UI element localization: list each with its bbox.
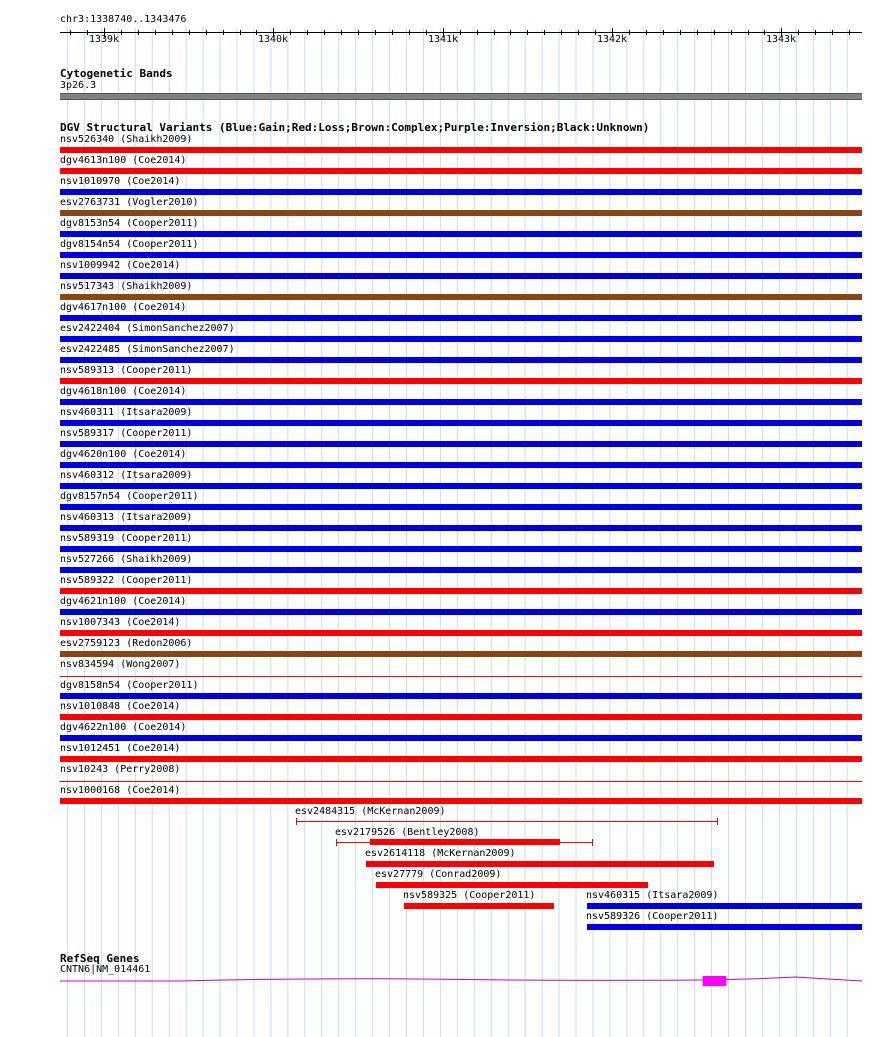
gene-intron-line[interactable] bbox=[60, 977, 862, 981]
dgv-variant-bar[interactable] bbox=[60, 252, 862, 258]
refseq-gene-model[interactable] bbox=[0, 970, 890, 1000]
dgv-variant-label[interactable]: nsv1000168 (Coe2014) bbox=[60, 785, 181, 796]
dgv-variant-label[interactable]: dgv4617n100 (Coe2014) bbox=[60, 302, 187, 313]
ruler-minor-tick bbox=[138, 30, 139, 35]
dgv-variant-bar[interactable] bbox=[60, 441, 862, 447]
ruler-minor-tick bbox=[155, 30, 156, 35]
ruler-minor-tick bbox=[697, 30, 698, 35]
ruler-minor-tick bbox=[764, 30, 765, 35]
dgv-variant-label[interactable]: nsv460312 (Itsara2009) bbox=[60, 470, 193, 481]
ruler-tick-label: 1343k bbox=[765, 34, 797, 45]
ruler-minor-tick bbox=[748, 30, 749, 35]
ruler-minor-tick bbox=[426, 30, 427, 35]
dgv-variant-label[interactable]: nsv589313 (Cooper2011) bbox=[60, 365, 193, 376]
dgv-variant-label[interactable]: esv2422404 (SimonSanchez2007) bbox=[60, 323, 235, 334]
ruler-minor-tick bbox=[87, 30, 88, 35]
ruler-minor-tick bbox=[189, 30, 190, 35]
dgv-variant-label[interactable]: nsv460311 (Itsara2009) bbox=[60, 407, 193, 418]
dgv-variant-bar[interactable] bbox=[587, 903, 862, 909]
dgv-variant-label[interactable]: nsv517343 (Shaikh2009) bbox=[60, 281, 193, 292]
ruler-minor-tick bbox=[544, 30, 545, 35]
dgv-variant-label[interactable]: nsv589325 (Cooper2011) bbox=[403, 890, 536, 901]
dgv-variant-bar[interactable] bbox=[60, 357, 862, 363]
dgv-variant-label[interactable]: nsv1007343 (Coe2014) bbox=[60, 617, 181, 628]
dgv-variant-label[interactable]: nsv1010848 (Coe2014) bbox=[60, 701, 181, 712]
dgv-variant-label[interactable]: dgv4613n100 (Coe2014) bbox=[60, 155, 187, 166]
dgv-variant-bar[interactable] bbox=[60, 693, 862, 699]
dgv-variant-bar[interactable] bbox=[366, 861, 714, 867]
dgv-variant-label[interactable]: dgv4622n100 (Coe2014) bbox=[60, 722, 187, 733]
ruler-minor-tick bbox=[172, 30, 173, 35]
dgv-variant-label[interactable]: esv2484315 (McKernan2009) bbox=[295, 806, 446, 817]
dgv-variant-bar[interactable] bbox=[60, 676, 862, 677]
dgv-variant-label[interactable]: nsv526340 (Shaikh2009) bbox=[60, 134, 193, 145]
dgv-variant-bar[interactable] bbox=[587, 924, 862, 930]
dgv-variant-label[interactable]: nsv460315 (Itsara2009) bbox=[586, 890, 719, 901]
dgv-variant-label[interactable]: esv2422485 (SimonSanchez2007) bbox=[60, 344, 235, 355]
cytoband-track-title[interactable]: Cytogenetic Bands bbox=[60, 67, 173, 80]
dgv-variant-bar[interactable] bbox=[376, 882, 648, 888]
dgv-variant-bar[interactable] bbox=[60, 781, 862, 782]
dgv-variant-bar[interactable] bbox=[60, 588, 862, 594]
dgv-variant-bar[interactable] bbox=[60, 756, 862, 762]
dgv-variant-bar[interactable] bbox=[370, 839, 560, 845]
dgv-variant-label[interactable]: nsv834594 (Wong2007) bbox=[60, 659, 181, 670]
dgv-track-title[interactable]: DGV Structural Variants (Blue:Gain;Red:Loss;Brown:Complex;Purple:Inversion;Black:Unknown) bbox=[60, 121, 650, 134]
dgv-variant-label[interactable]: dgv4618n100 (Coe2014) bbox=[60, 386, 187, 397]
ruler-minor-tick bbox=[358, 30, 359, 35]
gene-exon[interactable] bbox=[703, 976, 727, 986]
dgv-variant-end-cap bbox=[296, 818, 297, 825]
dgv-variant-label[interactable]: nsv1010970 (Coe2014) bbox=[60, 176, 181, 187]
ruler-minor-tick bbox=[256, 30, 257, 35]
dgv-variant-label[interactable]: nsv589319 (Cooper2011) bbox=[60, 533, 193, 544]
ruler-minor-tick bbox=[578, 30, 579, 35]
dgv-variant-label[interactable]: dgv8158n54 (Cooper2011) bbox=[60, 680, 199, 691]
dgv-variant-label[interactable]: esv2179526 (Bentley2008) bbox=[335, 827, 480, 838]
dgv-variant-bar[interactable] bbox=[60, 336, 862, 342]
ruler-minor-tick bbox=[290, 30, 291, 35]
ruler-minor-tick bbox=[240, 30, 241, 35]
ruler-minor-tick bbox=[392, 30, 393, 35]
ruler-minor-tick bbox=[375, 30, 376, 35]
dgv-variant-bar[interactable] bbox=[60, 315, 862, 321]
dgv-variant-bar[interactable] bbox=[404, 903, 554, 909]
dgv-variant-bar[interactable] bbox=[60, 735, 862, 741]
ruler-minor-tick bbox=[324, 30, 325, 35]
dgv-variant-bar[interactable] bbox=[60, 609, 862, 615]
ruler-minor-tick bbox=[832, 30, 833, 35]
dgv-variant-label[interactable]: dgv8153n54 (Cooper2011) bbox=[60, 218, 199, 229]
dgv-variant-label[interactable]: nsv589322 (Cooper2011) bbox=[60, 575, 193, 586]
ruler-minor-tick bbox=[223, 30, 224, 35]
cytoband-label: 3p26.3 bbox=[60, 80, 97, 91]
ruler-region-label: chr3:1338740..1343476 bbox=[60, 14, 187, 25]
dgv-variant-label[interactable]: nsv1009942 (Coe2014) bbox=[60, 260, 181, 271]
dgv-variant-label[interactable]: esv2614118 (McKernan2009) bbox=[365, 848, 516, 859]
ruler-minor-tick bbox=[849, 30, 850, 35]
dgv-variant-bar[interactable] bbox=[60, 462, 862, 468]
dgv-variant-bar[interactable] bbox=[60, 714, 862, 720]
dgv-variant-label[interactable]: dgv8157n54 (Cooper2011) bbox=[60, 491, 199, 502]
dgv-variant-label[interactable]: dgv8154n54 (Cooper2011) bbox=[60, 239, 199, 250]
ruler-minor-tick bbox=[121, 30, 122, 35]
dgv-variant-end-cap bbox=[336, 839, 337, 846]
dgv-variant-bar[interactable] bbox=[60, 546, 862, 552]
ruler-minor-tick bbox=[70, 30, 71, 35]
ruler-minor-tick bbox=[409, 30, 410, 35]
ruler-tick-label: 1342k bbox=[596, 34, 628, 45]
dgv-variant-label[interactable]: nsv460313 (Itsara2009) bbox=[60, 512, 193, 523]
ruler-tick-label: 1340k bbox=[257, 34, 289, 45]
dgv-variant-label[interactable]: nsv527266 (Shaikh2009) bbox=[60, 554, 193, 565]
dgv-variant-bar[interactable] bbox=[60, 504, 862, 510]
dgv-variant-bar[interactable] bbox=[60, 231, 862, 237]
ruler-minor-tick bbox=[561, 30, 562, 35]
ruler-minor-tick bbox=[510, 30, 511, 35]
ruler-minor-tick bbox=[731, 30, 732, 35]
dgv-variant-line[interactable] bbox=[296, 821, 717, 822]
dgv-variant-label[interactable]: esv2759123 (Redon2006) bbox=[60, 638, 193, 649]
dgv-variant-bar[interactable] bbox=[60, 420, 862, 426]
dgv-variant-label[interactable]: esv2763731 (Vogler2010) bbox=[60, 197, 199, 208]
ruler-minor-tick bbox=[663, 30, 664, 35]
dgv-variant-label[interactable]: dgv4621n100 (Coe2014) bbox=[60, 596, 187, 607]
ruler-axis-line bbox=[60, 32, 862, 33]
dgv-variant-bar[interactable] bbox=[60, 798, 862, 804]
dgv-variant-bar[interactable] bbox=[60, 378, 862, 384]
ruler-minor-tick bbox=[680, 30, 681, 35]
ruler-minor-tick bbox=[714, 30, 715, 35]
dgv-variant-label[interactable]: dgv4620n100 (Coe2014) bbox=[60, 449, 187, 460]
ruler-tick-label: 1341k bbox=[427, 34, 459, 45]
cytoband-bar[interactable] bbox=[60, 93, 862, 100]
ruler-minor-tick bbox=[798, 30, 799, 35]
dgv-variant-bar[interactable] bbox=[60, 651, 862, 657]
dgv-variant-bar[interactable] bbox=[60, 147, 862, 153]
dgv-variant-bar[interactable] bbox=[60, 399, 862, 405]
dgv-variant-bar[interactable] bbox=[60, 210, 862, 216]
dgv-variant-label[interactable]: nsv589326 (Cooper2011) bbox=[586, 911, 719, 922]
ruler-minor-tick bbox=[629, 30, 630, 35]
ruler-minor-tick bbox=[595, 30, 596, 35]
dgv-variant-bar[interactable] bbox=[60, 525, 862, 531]
refseq-track-title[interactable]: RefSeq Genes bbox=[60, 952, 140, 965]
dgv-variant-bar[interactable] bbox=[60, 273, 862, 279]
ruler-minor-tick bbox=[460, 30, 461, 35]
ruler-minor-tick bbox=[477, 30, 478, 35]
dgv-variant-bar[interactable] bbox=[60, 483, 862, 489]
refseq-gene-label[interactable]: CNTN6|NM_014461 bbox=[60, 964, 151, 975]
ruler-minor-tick bbox=[206, 30, 207, 35]
dgv-variant-bar[interactable] bbox=[60, 168, 862, 174]
dgv-variant-label[interactable]: nsv589317 (Cooper2011) bbox=[60, 428, 193, 439]
ruler-minor-tick bbox=[341, 30, 342, 35]
ruler-tick-label: 1339k bbox=[88, 34, 120, 45]
dgv-variant-bar[interactable] bbox=[60, 630, 862, 636]
dgv-variant-bar[interactable] bbox=[60, 189, 862, 195]
dgv-variant-label[interactable]: esv27779 (Conrad2009) bbox=[375, 869, 502, 880]
dgv-variant-bar[interactable] bbox=[60, 567, 862, 573]
ruler-minor-tick bbox=[646, 30, 647, 35]
ruler-minor-tick bbox=[815, 30, 816, 35]
dgv-variant-label[interactable]: nsv1012451 (Coe2014) bbox=[60, 743, 181, 754]
dgv-variant-end-cap bbox=[717, 818, 718, 825]
dgv-variant-end-cap bbox=[592, 839, 593, 846]
ruler-minor-tick bbox=[307, 30, 308, 35]
ruler-minor-tick bbox=[494, 30, 495, 35]
ruler-minor-tick bbox=[527, 30, 528, 35]
dgv-variant-label[interactable]: nsv10243 (Perry2008) bbox=[60, 764, 181, 775]
dgv-variant-bar[interactable] bbox=[60, 294, 862, 300]
